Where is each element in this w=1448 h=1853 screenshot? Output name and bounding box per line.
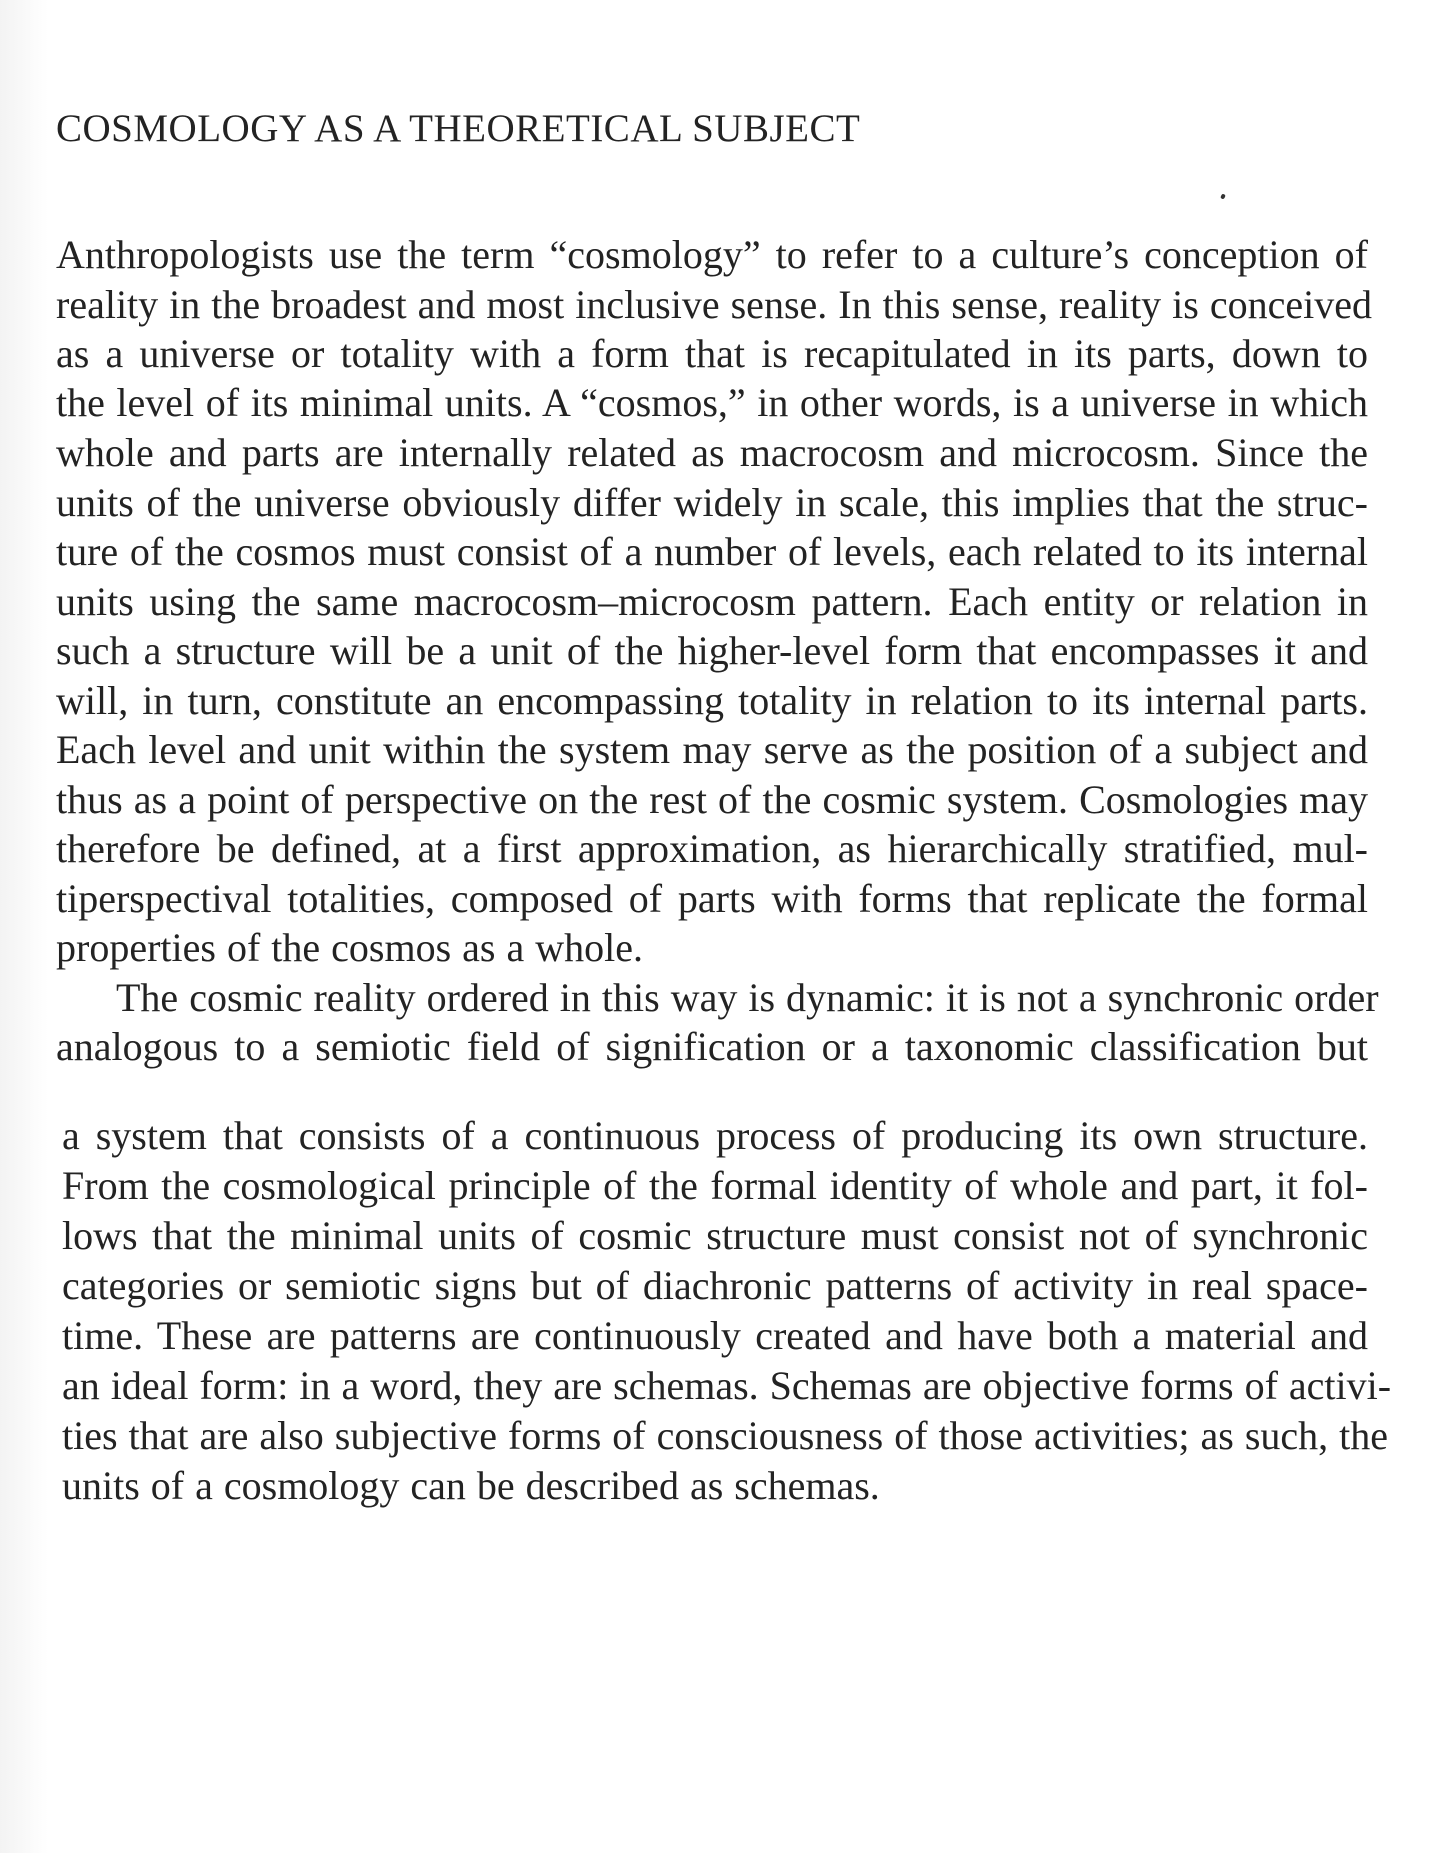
text-line: lows that the minimal units of cosmic structure must consist not of synchronic xyxy=(62,1213,1368,1258)
text-line: therefore be defined, at a first approximation, as hierarchically stratified, mul- xyxy=(56,826,1368,871)
text-line: the level of its minimal units. A “cosmos,” in other words, is a universe in which xyxy=(56,380,1368,425)
scan-edge-shadow xyxy=(0,0,48,1853)
text-line: an ideal form: in a word, they are schemas. Schemas are objective forms of activi- xyxy=(62,1363,1392,1408)
text-line: From the cosmological principle of the formal identity of whole and part, it fol- xyxy=(62,1163,1368,1208)
text-line: time. These are patterns are continuously created and have both a material and xyxy=(62,1313,1368,1358)
text-line: Anthropologists use the term “cosmology” to refer to a culture’s conception of xyxy=(56,232,1368,277)
text-line: ties that are also subjective forms of consciousness of those activities; as such, the xyxy=(62,1413,1389,1458)
text-line: a system that consists of a continuous process of producing its own structure. xyxy=(62,1113,1368,1158)
text-line: units of the universe obviously differ widely in scale, this implies that the struc- xyxy=(56,480,1368,525)
section-heading: COSMOLOGY AS A THEORETICAL SUBJECT xyxy=(56,107,861,150)
text-line: such a structure will be a unit of the higher-level form that encompasses it and xyxy=(56,628,1368,673)
text-line: units of a cosmology can be described as schemas. xyxy=(62,1463,880,1508)
text-line: whole and parts are internally related as macrocosm and microcosm. Since the xyxy=(56,430,1368,475)
text-line: reality in the broadest and most inclusive sense. In this sense, reality is conceived xyxy=(56,282,1372,327)
text-line: properties of the cosmos as a whole. xyxy=(56,925,643,970)
text-line: Each level and unit within the system may serve as the position of a subject and xyxy=(56,727,1368,772)
text-line: ture of the cosmos must consist of a number of levels, each related to its internal xyxy=(56,529,1368,574)
text-line: analogous to a semiotic field of signification or a taxonomic classification but xyxy=(56,1024,1368,1069)
text-line: units using the same macrocosm–microcosm pattern. Each entity or relation in xyxy=(56,579,1368,624)
ink-speck xyxy=(1220,193,1226,199)
text-line: will, in turn, constitute an encompassing totality in relation to its internal parts. xyxy=(56,678,1368,723)
text-line: The cosmic reality ordered in this way is dynamic: it is not a synchronic order xyxy=(116,975,1379,1020)
text-line: thus as a point of perspective on the rest of the cosmic system. Cosmologies may xyxy=(56,777,1368,822)
text-line: categories or semiotic signs but of diachronic patterns of activity in real space- xyxy=(62,1263,1368,1308)
text-line: tiperspectival totalities, composed of parts with forms that replicate the formal xyxy=(56,876,1368,921)
text-line: as a universe or totality with a form that is recapitulated in its parts, down to xyxy=(56,331,1368,376)
